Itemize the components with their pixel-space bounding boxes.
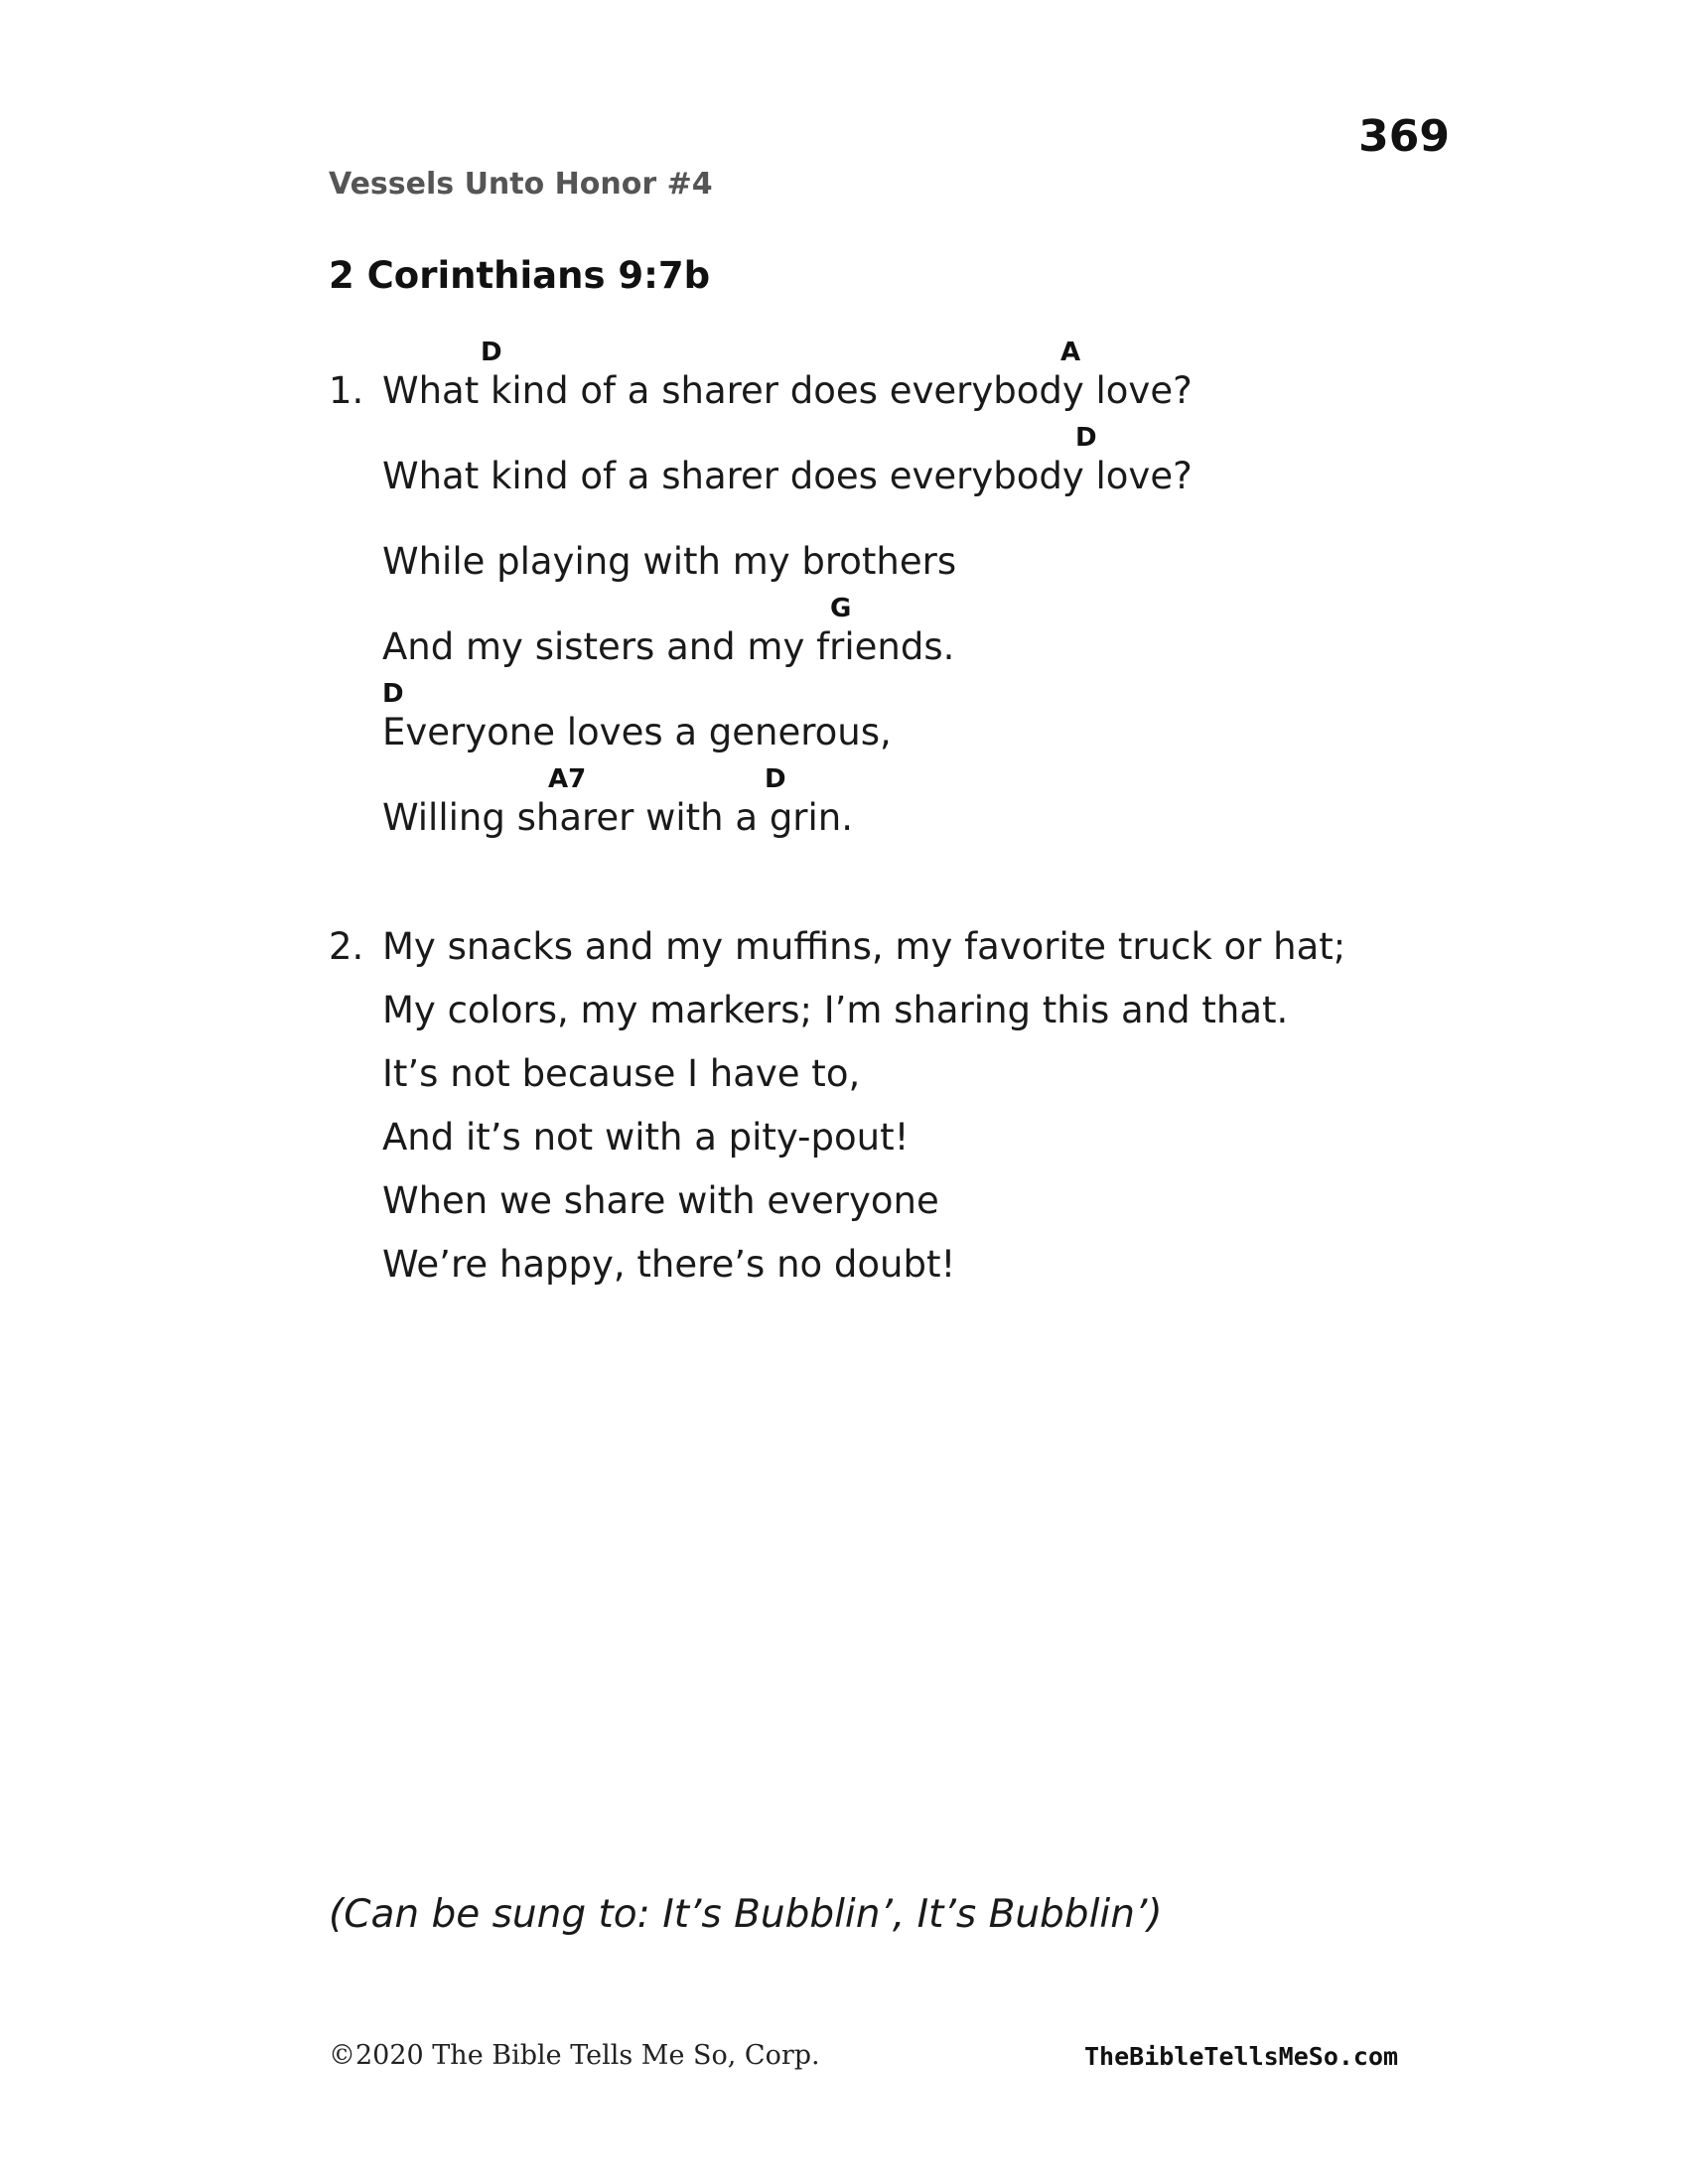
verse-1-line-6: Willing sharer with a grin. [382,796,854,839]
chord: D [481,338,502,367]
series-title: Vessels Unto Honor #4 [329,167,713,202]
website-link[interactable]: TheBibleTellsMeSo.com [1084,2042,1399,2071]
chord: D [765,764,786,794]
verse-2-number: 2. [329,925,364,968]
verse-2-line-2: My colors, my markers; I’m sharing this and that. [382,989,1289,1031]
chord: A [1060,338,1081,367]
verse-1-number: 1. [329,369,364,412]
verse-2-line-3: It’s not because I have to, [382,1052,861,1095]
verse-1-line-3: While playing with my brothers [382,540,957,583]
tune-note: (Can be sung to: It’s Bubblin’, It’s Bubblin’) [329,1892,1163,1937]
chord: D [382,679,404,709]
verse-2-line-4: And it’s not with a pity-pout! [382,1116,910,1159]
verse-1-line-4: And my sisters and my friends. [382,625,955,668]
chord: D [1075,423,1097,453]
verse-2-line-6: We’re happy, there’s no doubt! [382,1243,956,1286]
chord: G [830,594,852,623]
verse-2-line-5: When we share with everyone [382,1179,939,1222]
verse-reference: 2 Corinthians 9:7b [329,254,711,297]
verse-1-line-5: Everyone loves a generous, [382,711,892,753]
verse-1-line-2: What kind of a sharer does everybody love? [382,455,1193,497]
page-number: 369 [1358,111,1450,162]
verse-1-line-1: What kind of a sharer does everybody love? [382,369,1193,412]
chord: A7 [548,764,587,794]
copyright: ©2020 The Bible Tells Me So, Corp. [329,2040,820,2071]
verse-2-line-1: My snacks and my muffins, my favorite truck or hat; [382,925,1346,968]
